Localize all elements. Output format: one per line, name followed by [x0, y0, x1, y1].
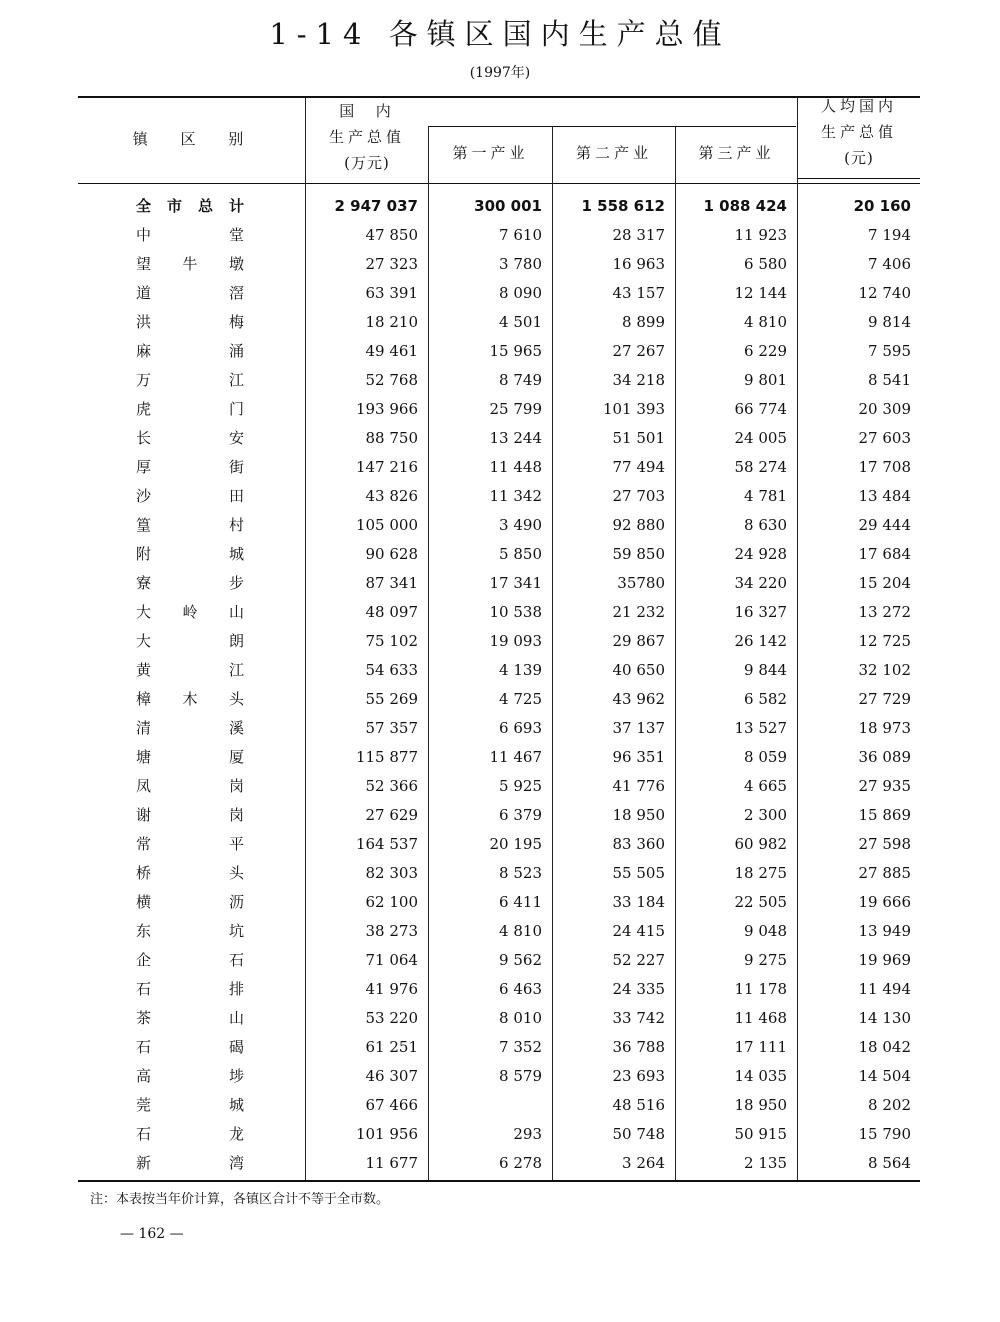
cell-tertiary: 24 928	[734, 545, 787, 563]
cell-name: 寮步	[136, 574, 244, 592]
table-top-rule	[78, 96, 920, 98]
cell-per-capita: 17 684	[858, 545, 911, 563]
cell-tertiary: 9 048	[744, 922, 787, 940]
cell-gdp: 164 537	[355, 835, 418, 853]
cell-primary: 8 579	[499, 1067, 542, 1085]
cell-gdp: 38 273	[365, 922, 418, 940]
cell-secondary: 40 650	[612, 661, 665, 679]
table-row	[0, 482, 1000, 511]
cell-name: 黄江	[136, 661, 244, 679]
cell-tertiary: 66 774	[734, 400, 787, 418]
cell-tertiary: 9 801	[744, 371, 787, 389]
table-row	[0, 1149, 1000, 1178]
table-row	[0, 888, 1000, 917]
cell-primary: 4 139	[499, 661, 542, 679]
cell-primary: 10 538	[489, 603, 542, 621]
cell-name: 东坑	[136, 922, 244, 940]
cell-per-capita: 8 541	[868, 371, 911, 389]
table-row	[0, 1062, 1000, 1091]
cell-name: 虎门	[136, 400, 244, 418]
table-row	[0, 424, 1000, 453]
cell-tertiary: 2 135	[744, 1154, 787, 1172]
cell-tertiary: 4 781	[744, 487, 787, 505]
cell-name: 企石	[136, 951, 244, 969]
cell-name: 谢岗	[136, 806, 244, 824]
table-row	[0, 656, 1000, 685]
cell-name: 全市总计	[136, 197, 244, 215]
cell-gdp: 101 956	[355, 1125, 418, 1143]
cell-name: 大岭山	[136, 603, 244, 621]
cell-secondary: 43 157	[612, 284, 665, 302]
cell-gdp: 53 220	[365, 1009, 418, 1027]
cell-primary: 6 463	[499, 980, 542, 998]
cell-per-capita: 8 202	[868, 1096, 911, 1114]
cell-tertiary: 18 950	[734, 1096, 787, 1114]
table-row	[0, 250, 1000, 279]
cell-secondary: 18 950	[612, 806, 665, 824]
cell-secondary: 50 748	[612, 1125, 665, 1143]
cell-primary: 19 093	[489, 632, 542, 650]
cell-tertiary: 13 527	[734, 719, 787, 737]
cell-per-capita: 15 204	[858, 574, 911, 592]
cell-per-capita: 27 729	[858, 690, 911, 708]
cell-name: 长安	[136, 429, 244, 447]
header-bottom-rule	[78, 183, 920, 184]
cell-name: 沙田	[136, 487, 244, 505]
header-gdp-line2: 生产总值	[328, 128, 405, 146]
cell-primary: 15 965	[489, 342, 542, 360]
page-subtitle: (1997年)	[469, 65, 531, 81]
header-percap-line2: 生产总值	[820, 123, 897, 141]
cell-per-capita: 13 484	[858, 487, 911, 505]
header-percap-line3: (元)	[844, 149, 874, 167]
cell-secondary: 24 335	[612, 980, 665, 998]
cell-tertiary: 50 915	[734, 1125, 787, 1143]
table-row	[0, 453, 1000, 482]
cell-secondary: 33 742	[612, 1009, 665, 1027]
cell-secondary: 27 703	[612, 487, 665, 505]
cell-per-capita: 12 740	[858, 284, 911, 302]
cell-tertiary: 2 300	[744, 806, 787, 824]
table-row	[0, 366, 1000, 395]
cell-per-capita: 12 725	[858, 632, 911, 650]
cell-gdp: 193 966	[355, 400, 418, 418]
cell-gdp: 63 391	[365, 284, 418, 302]
cell-per-capita: 36 089	[858, 748, 911, 766]
cell-name: 大朗	[136, 632, 244, 650]
table-row	[0, 1091, 1000, 1120]
cell-name: 樟木头	[136, 690, 244, 708]
table-row	[0, 975, 1000, 1004]
page-number: — 162 —	[120, 1226, 184, 1242]
cell-primary: 6 411	[499, 893, 542, 911]
cell-per-capita: 9 814	[868, 313, 911, 331]
cell-gdp: 67 466	[365, 1096, 418, 1114]
cell-secondary: 59 850	[612, 545, 665, 563]
cell-primary: 5 925	[499, 777, 542, 795]
cell-primary: 8 090	[499, 284, 542, 302]
cell-gdp: 2 947 037	[334, 197, 418, 215]
cell-name: 附城	[136, 545, 244, 563]
cell-gdp: 43 826	[365, 487, 418, 505]
cell-per-capita: 20 160	[853, 197, 911, 215]
cell-tertiary: 22 505	[734, 893, 787, 911]
table-row	[0, 772, 1000, 801]
cell-gdp: 87 341	[365, 574, 418, 592]
cell-primary: 8 523	[499, 864, 542, 882]
table-row	[0, 395, 1000, 424]
cell-per-capita: 18 973	[858, 719, 911, 737]
cell-secondary: 52 227	[612, 951, 665, 969]
cell-primary: 4 725	[499, 690, 542, 708]
cell-primary: 300 001	[474, 197, 542, 215]
cell-secondary: 16 963	[612, 255, 665, 273]
table-row	[0, 627, 1000, 656]
cell-tertiary: 60 982	[734, 835, 787, 853]
table-row	[0, 859, 1000, 888]
cell-gdp: 49 461	[365, 342, 418, 360]
cell-gdp: 47 850	[365, 226, 418, 244]
cell-tertiary: 6 229	[744, 342, 787, 360]
cell-per-capita: 29 444	[858, 516, 911, 534]
cell-name: 常平	[136, 835, 244, 853]
cell-primary: 11 448	[489, 458, 542, 476]
table-row	[0, 540, 1000, 569]
cell-secondary: 28 317	[612, 226, 665, 244]
cell-secondary: 51 501	[612, 429, 665, 447]
cell-secondary: 55 505	[612, 864, 665, 882]
cell-name: 麻涌	[136, 342, 244, 360]
cell-secondary: 43 962	[612, 690, 665, 708]
cell-primary: 11 342	[489, 487, 542, 505]
cell-gdp: 48 097	[365, 603, 418, 621]
cell-per-capita: 13 949	[858, 922, 911, 940]
table-row	[0, 830, 1000, 859]
cell-name: 中堂	[136, 226, 244, 244]
cell-name: 道滘	[136, 284, 244, 302]
cell-secondary: 21 232	[612, 603, 665, 621]
cell-per-capita: 15 790	[858, 1125, 911, 1143]
cell-gdp: 27 629	[365, 806, 418, 824]
table-footnote: 注：本表按当年价计算，各镇区合计不等于全市数。	[90, 1192, 390, 1207]
cell-per-capita: 27 598	[858, 835, 911, 853]
cell-tertiary: 1 088 424	[703, 197, 787, 215]
cell-primary: 9 562	[499, 951, 542, 969]
cell-primary: 293	[513, 1125, 542, 1143]
cell-name: 石龙	[136, 1125, 244, 1143]
cell-gdp: 90 628	[365, 545, 418, 563]
cell-gdp: 88 750	[365, 429, 418, 447]
table-row	[0, 221, 1000, 250]
table-row	[0, 714, 1000, 743]
cell-secondary: 48 516	[612, 1096, 665, 1114]
cell-secondary: 77 494	[612, 458, 665, 476]
cell-per-capita: 18 042	[858, 1038, 911, 1056]
cell-name: 厚街	[136, 458, 244, 476]
cell-primary: 17 341	[489, 574, 542, 592]
cell-tertiary: 14 035	[734, 1067, 787, 1085]
cell-secondary: 36 788	[612, 1038, 665, 1056]
cell-tertiary: 58 274	[734, 458, 787, 476]
cell-gdp: 46 307	[365, 1067, 418, 1085]
cell-gdp: 18 210	[365, 313, 418, 331]
cell-per-capita: 19 666	[858, 893, 911, 911]
table-row	[0, 279, 1000, 308]
cell-tertiary: 24 005	[734, 429, 787, 447]
cell-tertiary: 16 327	[734, 603, 787, 621]
cell-per-capita: 20 309	[858, 400, 911, 418]
cell-name: 茶山	[136, 1009, 244, 1027]
cell-per-capita: 11 494	[858, 980, 911, 998]
header-region: 镇 区 别	[132, 130, 258, 148]
cell-secondary: 27 267	[612, 342, 665, 360]
cell-primary: 6 693	[499, 719, 542, 737]
table-row	[0, 598, 1000, 627]
cell-tertiary: 9 844	[744, 661, 787, 679]
cell-tertiary: 26 142	[734, 632, 787, 650]
cell-gdp: 71 064	[365, 951, 418, 969]
cell-name: 篁村	[136, 516, 244, 534]
cell-per-capita: 14 504	[858, 1067, 911, 1085]
cell-per-capita: 7 194	[868, 226, 911, 244]
cell-per-capita: 27 885	[858, 864, 911, 882]
cell-per-capita: 17 708	[858, 458, 911, 476]
cell-primary: 13 244	[489, 429, 542, 447]
cell-primary: 7 352	[499, 1038, 542, 1056]
cell-gdp: 52 768	[365, 371, 418, 389]
table-row	[0, 946, 1000, 975]
cell-gdp: 105 000	[355, 516, 418, 534]
cell-name: 石碣	[136, 1038, 244, 1056]
cell-name: 横沥	[136, 893, 244, 911]
table-row	[0, 801, 1000, 830]
cell-gdp: 54 633	[365, 661, 418, 679]
industry-header-rule	[428, 126, 796, 127]
cell-secondary: 1 558 612	[581, 197, 665, 215]
cell-gdp: 147 216	[355, 458, 418, 476]
cell-primary: 5 850	[499, 545, 542, 563]
cell-secondary: 8 899	[622, 313, 665, 331]
cell-secondary: 101 393	[602, 400, 665, 418]
cell-tertiary: 34 220	[734, 574, 787, 592]
cell-primary: 8 010	[499, 1009, 542, 1027]
table-row	[0, 685, 1000, 714]
cell-name: 高埗	[136, 1067, 244, 1085]
cell-name: 新湾	[136, 1154, 244, 1172]
cell-tertiary: 12 144	[734, 284, 787, 302]
cell-per-capita: 27 603	[858, 429, 911, 447]
header-gdp-line1: 国 内	[339, 102, 395, 120]
cell-gdp: 27 323	[365, 255, 418, 273]
cell-per-capita: 13 272	[858, 603, 911, 621]
cell-tertiary: 4 665	[744, 777, 787, 795]
cell-gdp: 41 976	[365, 980, 418, 998]
cell-primary: 6 379	[499, 806, 542, 824]
table-row	[0, 743, 1000, 772]
cell-per-capita: 32 102	[858, 661, 911, 679]
cell-secondary: 33 184	[612, 893, 665, 911]
table-row-total	[0, 192, 1000, 221]
cell-gdp: 55 269	[365, 690, 418, 708]
cell-primary: 11 467	[489, 748, 542, 766]
cell-per-capita: 19 969	[858, 951, 911, 969]
cell-primary: 20 195	[489, 835, 542, 853]
cell-per-capita: 7 595	[868, 342, 911, 360]
cell-primary: 4 810	[499, 922, 542, 940]
cell-name: 塘厦	[136, 748, 244, 766]
cell-name: 清溪	[136, 719, 244, 737]
table-row	[0, 569, 1000, 598]
cell-gdp: 61 251	[365, 1038, 418, 1056]
cell-per-capita: 15 869	[858, 806, 911, 824]
cell-per-capita: 8 564	[868, 1154, 911, 1172]
cell-secondary: 41 776	[612, 777, 665, 795]
header-tertiary: 第三产业	[698, 144, 775, 162]
cell-tertiary: 6 582	[744, 690, 787, 708]
table-row	[0, 1033, 1000, 1062]
cell-gdp: 75 102	[365, 632, 418, 650]
cell-gdp: 115 877	[355, 748, 418, 766]
cell-name: 桥头	[136, 864, 244, 882]
cell-tertiary: 4 810	[744, 313, 787, 331]
cell-per-capita: 27 935	[858, 777, 911, 795]
cell-tertiary: 11 178	[734, 980, 787, 998]
cell-primary: 3 490	[499, 516, 542, 534]
cell-name: 凤岗	[136, 777, 244, 795]
cell-secondary: 24 415	[612, 922, 665, 940]
cell-secondary: 34 218	[612, 371, 665, 389]
cell-tertiary: 11 923	[734, 226, 787, 244]
cell-name: 石排	[136, 980, 244, 998]
cell-secondary: 29 867	[612, 632, 665, 650]
cell-secondary: 35780	[617, 574, 665, 592]
cell-gdp: 62 100	[365, 893, 418, 911]
percap-header-rule	[797, 178, 920, 179]
cell-primary: 6 278	[499, 1154, 542, 1172]
header-secondary: 第二产业	[575, 144, 652, 162]
cell-name: 万江	[136, 371, 244, 389]
cell-gdp: 57 357	[365, 719, 418, 737]
table-row	[0, 337, 1000, 366]
cell-primary: 3 780	[499, 255, 542, 273]
table-row	[0, 1120, 1000, 1149]
cell-gdp: 52 366	[365, 777, 418, 795]
cell-primary: 8 749	[499, 371, 542, 389]
cell-tertiary: 11 468	[734, 1009, 787, 1027]
cell-secondary: 83 360	[612, 835, 665, 853]
cell-tertiary: 6 580	[744, 255, 787, 273]
cell-tertiary: 9 275	[744, 951, 787, 969]
cell-primary: 25 799	[489, 400, 542, 418]
cell-secondary: 23 693	[612, 1067, 665, 1085]
page-title: 1-14 各镇区国内生产总值	[269, 17, 731, 51]
cell-tertiary: 17 111	[734, 1038, 787, 1056]
cell-name: 莞城	[136, 1096, 244, 1114]
table-row	[0, 1004, 1000, 1033]
cell-primary: 7 610	[499, 226, 542, 244]
cell-tertiary: 8 630	[744, 516, 787, 534]
cell-primary: 4 501	[499, 313, 542, 331]
header-gdp-line3: (万元)	[344, 154, 390, 172]
cell-gdp: 11 677	[365, 1154, 418, 1172]
cell-secondary: 96 351	[612, 748, 665, 766]
cell-name: 洪梅	[136, 313, 244, 331]
cell-tertiary: 18 275	[734, 864, 787, 882]
cell-secondary: 3 264	[622, 1154, 665, 1172]
table-row	[0, 511, 1000, 540]
cell-name: 望牛墩	[136, 255, 244, 273]
header-percap-line1: 人均国内	[820, 97, 897, 115]
table-bottom-rule	[78, 1180, 920, 1182]
cell-tertiary: 8 059	[744, 748, 787, 766]
header-primary: 第一产业	[452, 144, 529, 162]
cell-secondary: 37 137	[612, 719, 665, 737]
table-row	[0, 308, 1000, 337]
cell-per-capita: 14 130	[858, 1009, 911, 1027]
cell-per-capita: 7 406	[868, 255, 911, 273]
cell-secondary: 92 880	[612, 516, 665, 534]
table-row	[0, 917, 1000, 946]
cell-gdp: 82 303	[365, 864, 418, 882]
